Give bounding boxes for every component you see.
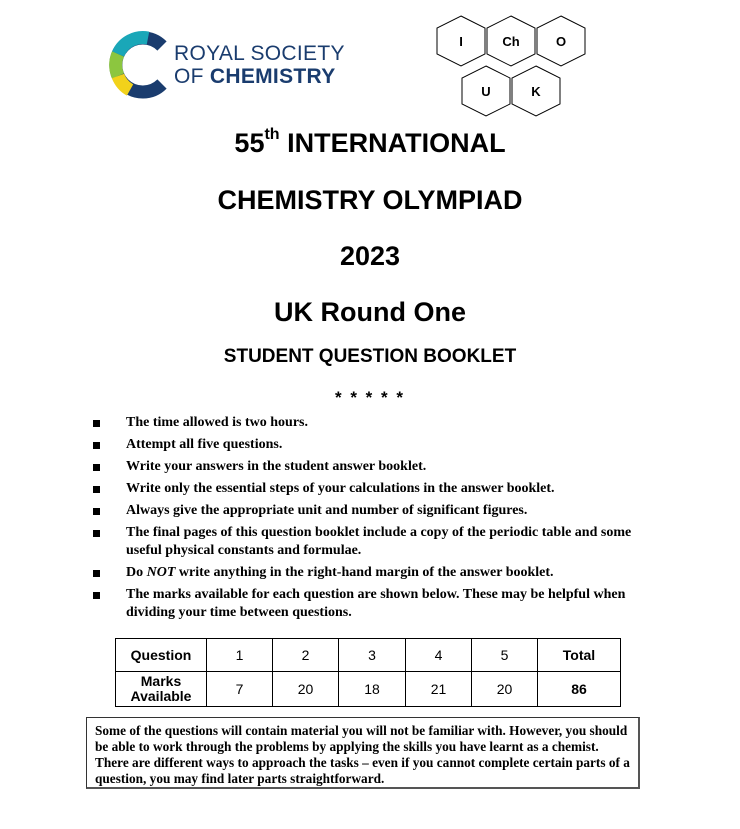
table-cell-marks: 7 — [207, 672, 273, 707]
hex-letter-o: O — [555, 34, 567, 49]
table-cell-marks: 20 — [273, 672, 339, 707]
instruction-text: Write your answers in the student answer booklet. — [126, 459, 427, 474]
instruction-text: The time allowed is two hours. — [126, 415, 308, 430]
title-year: 2023 — [339, 241, 401, 271]
instruction-list — [92, 414, 652, 626]
instruction-item — [92, 564, 652, 582]
title-round: UK Round One — [274, 297, 466, 327]
marks-label-line1: Marks — [140, 673, 182, 689]
advisory-note-box — [86, 717, 640, 789]
instruction-item — [92, 502, 652, 520]
table-cell-question-number: 3 — [339, 639, 406, 672]
instruction-item — [92, 524, 652, 560]
square-bullet-icon — [93, 442, 100, 449]
instruction-item — [92, 480, 652, 498]
square-bullet-icon — [93, 592, 100, 599]
table-cell-question-number: 4 — [406, 639, 472, 672]
star-divider: * * * * * — [335, 388, 405, 407]
instruction-item — [92, 458, 652, 476]
instruction-text: The final pages of this question booklet include a copy of the periodic table and some useful physical constants and formulae. — [126, 525, 632, 558]
marks-table — [115, 638, 621, 707]
instruction-text-before: Do — [126, 565, 147, 580]
square-bullet-icon — [93, 508, 100, 515]
instruction-text: Write only the essential steps of your calculations in the answer booklet. — [126, 481, 555, 496]
title-number: 55 — [234, 128, 265, 158]
instruction-text: Always give the appropriate unit and number of significant figures. — [126, 503, 528, 518]
title-ordinal-suffix: th — [264, 126, 280, 143]
table-cell-total-marks: 86 — [538, 672, 621, 707]
hexagon-cluster-icon — [436, 14, 596, 118]
table-cell-question-number: 5 — [472, 639, 538, 672]
instruction-text-emphasis: NOT — [146, 565, 176, 580]
marks-label-line2: Available — [130, 688, 192, 704]
hex-letter-k: K — [531, 84, 541, 99]
table-cell-question-number: 2 — [273, 639, 339, 672]
hex-letter-ch: Ch — [502, 34, 520, 49]
rsc-logo-mark-icon — [108, 30, 172, 100]
table-cell-question-number: 1 — [207, 639, 273, 672]
instruction-item — [92, 414, 652, 432]
instruction-item — [92, 586, 652, 622]
instruction-text-after: write anything in the right-hand margin of the answer booklet. — [175, 565, 554, 580]
rsc-name-line1: ROYAL SOCIETY — [174, 42, 345, 65]
table-header-question: Question — [116, 639, 207, 672]
hex-letter-i: I — [459, 34, 463, 49]
instruction-item — [92, 436, 652, 454]
table-cell-marks: 18 — [339, 672, 406, 707]
square-bullet-icon — [93, 486, 100, 493]
square-bullet-icon — [93, 464, 100, 471]
instruction-text: The marks available for each question are shown below. These may be helpful when dividing your time between questions. — [126, 587, 626, 620]
table-cell-marks: 21 — [406, 672, 472, 707]
table-cell-marks: 20 — [472, 672, 538, 707]
advisory-note-text: Some of the questions will contain material you will not be familiar with. However, you should be able to work through the problems by applying the skills you have learnt as a chemist. There are different ways to approach the tasks – even if you cannot complete certain parts of a question, you may find later parts straightforward. — [95, 723, 630, 786]
rsc-name-line2 — [174, 65, 336, 89]
booklet-subtitle: STUDENT QUESTION BOOKLET — [223, 346, 517, 367]
table-header-total: Total — [538, 639, 621, 672]
rsc-name-prefix: OF — [174, 65, 210, 88]
square-bullet-icon — [93, 530, 100, 537]
table-row-questions — [116, 639, 621, 672]
title-line1-rest: INTERNATIONAL — [279, 128, 506, 158]
title-line2: CHEMISTRY OLYMPIAD — [217, 185, 523, 215]
instruction-text: Attempt all five questions. — [126, 437, 283, 452]
icho-uk-logo — [436, 14, 596, 118]
hex-letter-u: U — [481, 84, 491, 99]
table-row-marks — [116, 672, 621, 707]
title-line1 — [0, 128, 740, 159]
table-header-marks-available — [116, 672, 207, 707]
rsc-name-bold: CHEMISTRY — [209, 65, 336, 88]
rsc-logo — [108, 30, 358, 100]
square-bullet-icon — [93, 420, 100, 427]
square-bullet-icon — [93, 570, 100, 577]
